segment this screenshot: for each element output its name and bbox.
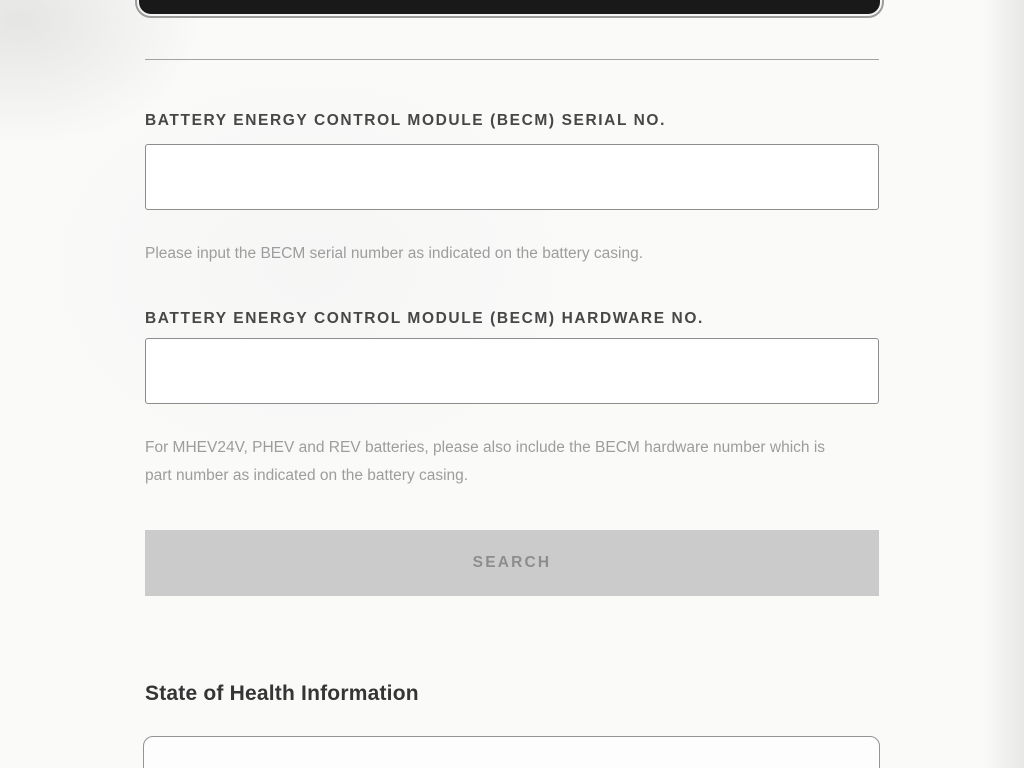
becm-serial-label: BATTERY ENERGY CONTROL MODULE (BECM) SERIAL NO. (145, 112, 666, 129)
state-of-health-panel (143, 736, 880, 768)
becm-hardware-helper-text: For MHEV24V, PHEV and REV batteries, please also include the BECM hardware number which is part number as indicated on the battery casing. (145, 439, 826, 484)
becm-hardware-label: BATTERY ENERGY CONTROL MODULE (BECM) HARDWARE NO. (145, 310, 704, 327)
top-button[interactable] (135, 0, 884, 18)
becm-serial-input[interactable] (145, 144, 879, 210)
divider (145, 59, 879, 60)
state-of-health-heading: State of Health Information (145, 682, 419, 705)
top-button-fill (139, 0, 880, 14)
search-button[interactable]: SEARCH (145, 530, 879, 596)
becm-serial-helper-text: Please input the BECM serial number as indicated on the battery casing. (145, 245, 643, 262)
becm-hardware-input[interactable] (145, 338, 879, 404)
